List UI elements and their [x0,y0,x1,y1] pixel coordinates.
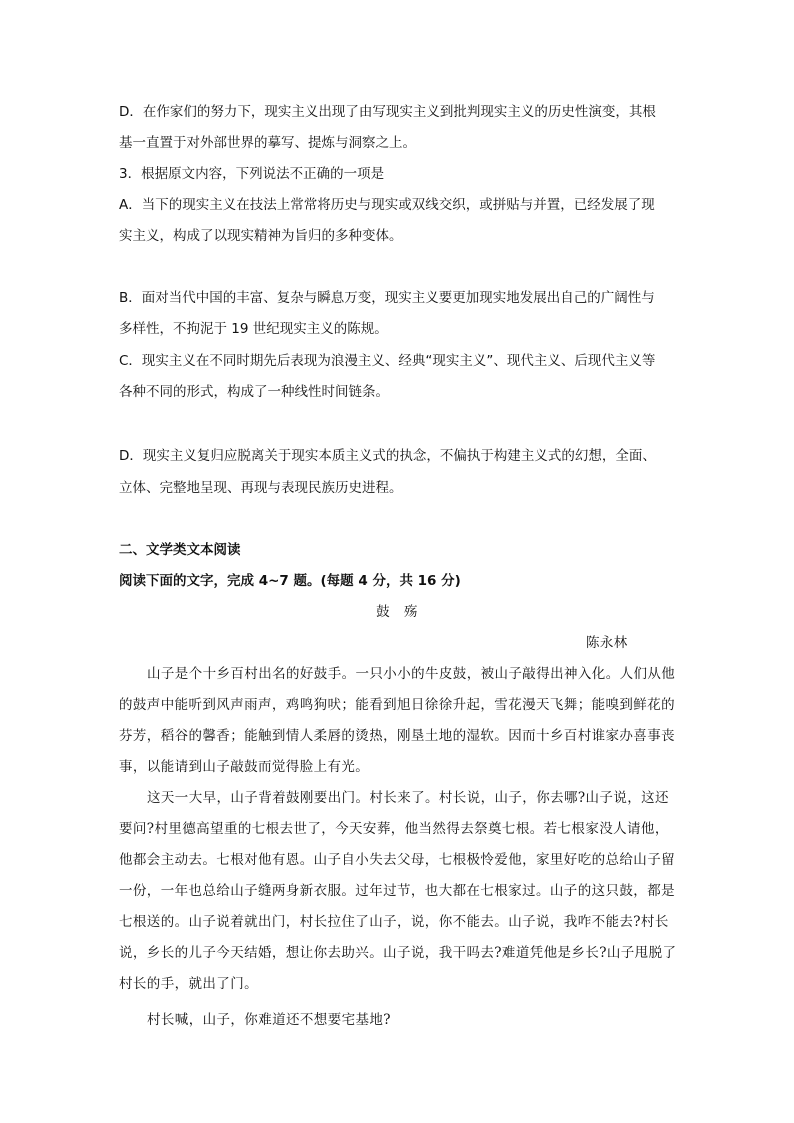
question-3: 3．根据原文内容，下列说法不正确的一项是 [119,166,385,182]
option-d2-line-1: D．现实主义复归应脱离关于现实本质主义式的执念，不偏执于构建主义式的幻想，全面、 [119,448,656,464]
option-d2-line-2: 立体、完整地呈现、再现与表现民族历史进程。 [119,480,403,496]
option-d-line-1: D．在作家们的努力下，现实主义出现了由写现实主义到批判现实主义的历史性演变，其根 [119,104,656,120]
story-line: 村长的手，就出了门。 [119,976,258,992]
option-a-line-2: 实主义，构成了以现实精神为旨归的多种变体。 [119,228,403,244]
story-line: 这天一大早，山子背着鼓刚要出门。村长来了。村长说，山子，你去哪?山子说，这还 [147,790,669,806]
story-line: 芬芳，稻谷的馨香；能触到情人柔唇的烫热，刚垦土地的湿软。因而十乡百村谁家办喜事丧 [119,728,675,744]
option-b-line-1: B．面对当代中国的丰富、复杂与瞬息万变，现实主义要更加现实地发展出自己的广阔性与 [119,290,655,306]
reading-instruction: 阅读下面的文字，完成 4~7 题。(每题 4 分，共 16 分) [119,573,461,589]
story-line: 要问?村里德高望重的七根去世了，今天安葬，他当然得去祭奠七根。若七根家没人请他， [119,821,669,837]
story-line: 事，以能请到山子敲鼓而觉得脸上有光。 [119,759,370,775]
story-line: 说，乡长的儿子今天结婚，想让你去助兴。山子说，我干吗去?难道凭他是乡长?山子甩脱了 [119,945,677,961]
option-d-line-2: 基一直置于对外部世界的摹写、提炼与洞察之上。 [119,135,416,151]
option-b-line-2: 多样性，不拘泥于 19 世纪现实主义的陈规。 [119,321,388,337]
story-line: 的鼓声中能听到风声雨声，鸡鸣狗吠；能看到旭日徐徐升起，雪花漫天飞舞；能嗅到鲜花的 [119,697,675,713]
story-line: 一份，一年也总给山子缝两身新衣服。过年过节，也大都在七根家过。山子的这只鼓，都是 [119,883,675,899]
option-a-line-1: A．当下的现实主义在技法上常常将历史与现实或双线交织，或拼贴与并置，已经发展了现 [119,197,655,213]
option-c-line-2: 各种不同的形式，构成了一种线性时间链条。 [119,384,389,400]
section-title: 二、文学类文本阅读 [119,542,241,558]
story-line: 七根送的。山子说着就出门，村长拉住了山子，说，你不能去。山子说，我咋不能去?村长 [119,914,669,930]
story-line: 村长喊，山子，你难道还不想要宅基地? [147,1012,391,1028]
story-line: 山子是个十乡百村出名的好鼓手。一只小小的牛皮鼓，被山子敲得出神入化。人们从他 [147,666,676,682]
option-c-line-1: C．现实主义在不同时期先后表现为浪漫主义、经典“现实主义”、现代主义、后现代主义等 [119,353,656,369]
story-title: 鼓 殇 [376,604,418,620]
story-author: 陈永林 [586,635,628,651]
story-line: 他都会主动去。七根对他有恩。山子自小失去父母，七根极怜爱他，家里好吃的总给山子留 [119,852,675,868]
